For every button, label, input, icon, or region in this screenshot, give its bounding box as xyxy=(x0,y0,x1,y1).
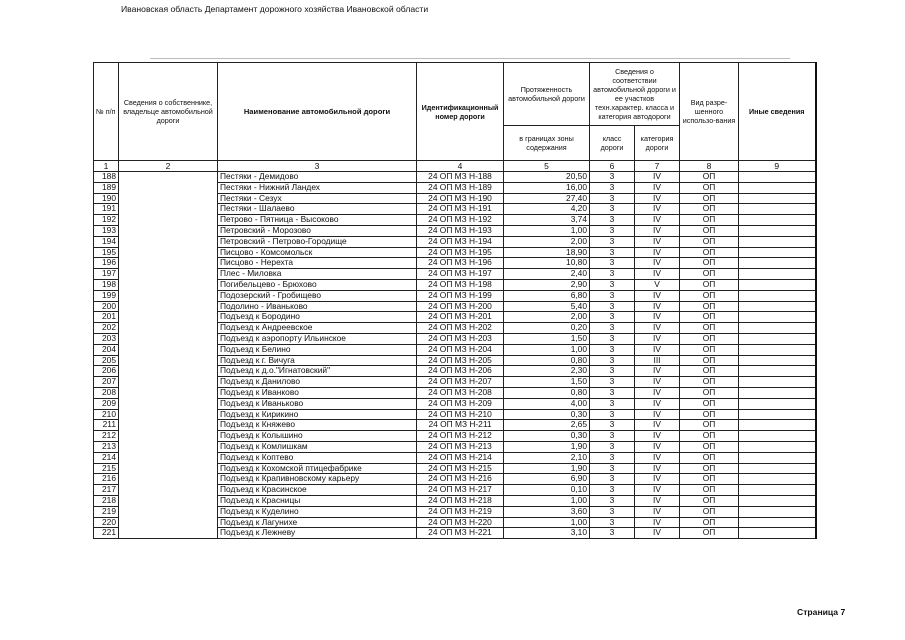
permitted-use: ОП xyxy=(680,204,739,215)
road-length: 2,00 xyxy=(504,312,590,323)
row-number: 211 xyxy=(94,420,119,431)
road-class: 3 xyxy=(590,506,635,517)
other-info xyxy=(739,506,816,517)
road-class: 3 xyxy=(590,474,635,485)
road-category: IV xyxy=(635,333,680,344)
road-name: Пестяки - Сезух xyxy=(218,193,417,204)
road-class: 3 xyxy=(590,204,635,215)
other-info xyxy=(739,204,816,215)
row-number: 209 xyxy=(94,398,119,409)
road-class: 3 xyxy=(590,333,635,344)
road-category: IV xyxy=(635,182,680,193)
row-number: 197 xyxy=(94,269,119,280)
road-id: 24 ОП МЗ Н-192 xyxy=(417,215,504,226)
road-name: Подъезд к Коптево xyxy=(218,452,417,463)
other-info xyxy=(739,420,816,431)
road-class: 3 xyxy=(590,279,635,290)
road-id: 24 ОП МЗ Н-211 xyxy=(417,420,504,431)
road-name: Подъезд к Куделино xyxy=(218,506,417,517)
road-length: 2,40 xyxy=(504,269,590,280)
road-class: 3 xyxy=(590,236,635,247)
road-id: 24 ОП МЗ Н-201 xyxy=(417,312,504,323)
other-info xyxy=(739,247,816,258)
column-number-row xyxy=(94,161,816,172)
header-category: категория дороги xyxy=(635,126,680,161)
roads-table xyxy=(93,4,817,539)
table-row xyxy=(94,172,816,183)
road-id: 24 ОП МЗ Н-191 xyxy=(417,204,504,215)
row-number: 192 xyxy=(94,215,119,226)
permitted-use: ОП xyxy=(680,463,739,474)
road-id: 24 ОП МЗ Н-200 xyxy=(417,301,504,312)
road-id: 24 ОП МЗ Н-212 xyxy=(417,431,504,442)
road-length: 1,00 xyxy=(504,495,590,506)
permitted-use: ОП xyxy=(680,495,739,506)
road-name: Подъезд к Белино xyxy=(218,344,417,355)
road-name: Подозерский - Гробищево xyxy=(218,290,417,301)
road-length: 27,40 xyxy=(504,193,590,204)
permitted-use: ОП xyxy=(680,182,739,193)
road-category: IV xyxy=(635,236,680,247)
other-info xyxy=(739,474,816,485)
road-id: 24 ОП МЗ Н-193 xyxy=(417,225,504,236)
permitted-use: ОП xyxy=(680,355,739,366)
road-id: 24 ОП МЗ Н-214 xyxy=(417,452,504,463)
road-length: 6,90 xyxy=(504,474,590,485)
road-id: 24 ОП МЗ Н-189 xyxy=(417,182,504,193)
road-id: 24 ОП МЗ Н-209 xyxy=(417,398,504,409)
road-id: 24 ОП МЗ Н-199 xyxy=(417,290,504,301)
header-num: № п/п xyxy=(94,63,119,161)
owner-text: Ивановская область Департамент дорожного хозяйства Ивановской области xyxy=(121,4,429,14)
other-info xyxy=(739,182,816,193)
permitted-use: ОП xyxy=(680,301,739,312)
road-name: Пестяки - Нижний Ландех xyxy=(218,182,417,193)
row-number: 203 xyxy=(94,333,119,344)
road-category: IV xyxy=(635,441,680,452)
road-category: IV xyxy=(635,323,680,334)
permitted-use: ОП xyxy=(680,193,739,204)
road-class: 3 xyxy=(590,366,635,377)
road-class: 3 xyxy=(590,441,635,452)
row-number: 204 xyxy=(94,344,119,355)
road-id: 24 ОП МЗ Н-221 xyxy=(417,528,504,539)
road-length: 18,90 xyxy=(504,247,590,258)
road-category: IV xyxy=(635,452,680,463)
road-name: Подъезд к Кохомской птицефабрике xyxy=(218,463,417,474)
row-number: 188 xyxy=(94,172,119,183)
road-class: 3 xyxy=(590,431,635,442)
header-row xyxy=(94,63,816,126)
road-class: 3 xyxy=(590,485,635,496)
road-id: 24 ОП МЗ Н-195 xyxy=(417,247,504,258)
road-class: 3 xyxy=(590,398,635,409)
permitted-use: ОП xyxy=(680,431,739,442)
road-name: Подъезд к Иваньково xyxy=(218,398,417,409)
row-number: 195 xyxy=(94,247,119,258)
road-category: IV xyxy=(635,172,680,183)
other-info xyxy=(739,387,816,398)
road-id: 24 ОП МЗ Н-203 xyxy=(417,333,504,344)
road-length: 1,50 xyxy=(504,333,590,344)
row-number: 216 xyxy=(94,474,119,485)
road-name: Петрово - Пятница - Высоково xyxy=(218,215,417,226)
other-info xyxy=(739,258,816,269)
permitted-use: ОП xyxy=(680,452,739,463)
row-number: 210 xyxy=(94,409,119,420)
road-id: 24 ОП МЗ Н-207 xyxy=(417,377,504,388)
road-length: 0,10 xyxy=(504,485,590,496)
row-number: 218 xyxy=(94,495,119,506)
road-category: IV xyxy=(635,366,680,377)
road-length: 20,50 xyxy=(504,172,590,183)
row-number: 217 xyxy=(94,485,119,496)
row-number: 190 xyxy=(94,193,119,204)
road-class: 3 xyxy=(590,387,635,398)
road-category: IV xyxy=(635,398,680,409)
other-info xyxy=(739,301,816,312)
other-info xyxy=(739,172,816,183)
road-name: Пестяки - Демидово xyxy=(218,172,417,183)
other-info xyxy=(739,279,816,290)
road-id: 24 ОП МЗ Н-205 xyxy=(417,355,504,366)
row-number: 194 xyxy=(94,236,119,247)
road-name: Подъезд к Иванково xyxy=(218,387,417,398)
road-length: 1,00 xyxy=(504,517,590,528)
road-category: IV xyxy=(635,463,680,474)
column-number: 4 xyxy=(417,161,504,172)
row-number: 191 xyxy=(94,204,119,215)
road-name: Подолино - Иваньково xyxy=(218,301,417,312)
road-class: 3 xyxy=(590,215,635,226)
road-class: 3 xyxy=(590,182,635,193)
road-category: IV xyxy=(635,225,680,236)
header-permitted-use: Вид разре-шенного использо-вания xyxy=(680,63,739,161)
road-class: 3 xyxy=(590,528,635,539)
road-category: IV xyxy=(635,528,680,539)
other-info xyxy=(739,495,816,506)
permitted-use: ОП xyxy=(680,290,739,301)
row-number: 189 xyxy=(94,182,119,193)
other-info xyxy=(739,355,816,366)
other-info xyxy=(739,528,816,539)
other-info xyxy=(739,225,816,236)
road-length: 1,00 xyxy=(504,225,590,236)
road-name: Подъезд к Данилово xyxy=(218,377,417,388)
header-length: Протяженность автомобильной дороги xyxy=(504,63,590,126)
other-info xyxy=(739,485,816,496)
permitted-use: ОП xyxy=(680,215,739,226)
road-name: Подъезд к Крапивновскому карьеру xyxy=(218,474,417,485)
other-info xyxy=(739,366,816,377)
road-class: 3 xyxy=(590,344,635,355)
header-class: класс дороги xyxy=(590,126,635,161)
permitted-use: ОП xyxy=(680,258,739,269)
permitted-use: ОП xyxy=(680,172,739,183)
road-name: Погибельцево - Брюхово xyxy=(218,279,417,290)
road-class: 3 xyxy=(590,409,635,420)
permitted-use: ОП xyxy=(680,366,739,377)
road-category: IV xyxy=(635,258,680,269)
permitted-use: ОП xyxy=(680,441,739,452)
permitted-use: ОП xyxy=(680,312,739,323)
permitted-use: ОП xyxy=(680,409,739,420)
row-number: 207 xyxy=(94,377,119,388)
road-name: Писцово - Комсомольск xyxy=(218,247,417,258)
road-class: 3 xyxy=(590,225,635,236)
road-name: Подъезд к Бородино xyxy=(218,312,417,323)
road-length: 1,00 xyxy=(504,344,590,355)
road-name: Подъезд к аэропорту Ильинское xyxy=(218,333,417,344)
road-name: Плес - Миловка xyxy=(218,269,417,280)
permitted-use: ОП xyxy=(680,344,739,355)
column-number: 7 xyxy=(635,161,680,172)
road-id: 24 ОП МЗ Н-219 xyxy=(417,506,504,517)
road-category: IV xyxy=(635,420,680,431)
road-id: 24 ОП МЗ Н-194 xyxy=(417,236,504,247)
other-info xyxy=(739,431,816,442)
road-id: 24 ОП МЗ Н-202 xyxy=(417,323,504,334)
permitted-use: ОП xyxy=(680,517,739,528)
road-class: 3 xyxy=(590,495,635,506)
road-length: 2,65 xyxy=(504,420,590,431)
road-id: 24 ОП МЗ Н-197 xyxy=(417,269,504,280)
header-compliance: Сведения о соответствии автомобильной дороги и ее участков техн.характер. класса и категория автодороги xyxy=(590,63,680,126)
road-category: IV xyxy=(635,247,680,258)
road-name: Петровский - Петрово-Городище xyxy=(218,236,417,247)
road-category: IV xyxy=(635,204,680,215)
column-number: 8 xyxy=(680,161,739,172)
road-category: IV xyxy=(635,495,680,506)
road-id: 24 ОП МЗ Н-217 xyxy=(417,485,504,496)
road-length: 3,10 xyxy=(504,528,590,539)
permitted-use: ОП xyxy=(680,485,739,496)
permitted-use: ОП xyxy=(680,474,739,485)
header-other: Иные сведения xyxy=(739,63,816,161)
road-category: IV xyxy=(635,485,680,496)
road-length: 3,74 xyxy=(504,215,590,226)
other-info xyxy=(739,517,816,528)
road-id: 24 ОП МЗ Н-196 xyxy=(417,258,504,269)
row-number: 200 xyxy=(94,301,119,312)
road-name: Подъезд к Красницы xyxy=(218,495,417,506)
other-info xyxy=(739,409,816,420)
permitted-use: ОП xyxy=(680,225,739,236)
road-category: IV xyxy=(635,377,680,388)
row-number: 215 xyxy=(94,463,119,474)
road-class: 3 xyxy=(590,463,635,474)
road-category: IV xyxy=(635,269,680,280)
road-name: Подъезд к Колышино xyxy=(218,431,417,442)
row-number: 212 xyxy=(94,431,119,442)
road-class: 3 xyxy=(590,420,635,431)
road-length: 1,90 xyxy=(504,463,590,474)
road-length: 4,00 xyxy=(504,398,590,409)
other-info xyxy=(739,452,816,463)
row-number: 219 xyxy=(94,506,119,517)
road-class: 3 xyxy=(590,452,635,463)
road-category: IV xyxy=(635,409,680,420)
road-class: 3 xyxy=(590,355,635,366)
permitted-use: ОП xyxy=(680,323,739,334)
permitted-use: ОП xyxy=(680,420,739,431)
road-category: IV xyxy=(635,387,680,398)
row-number: 221 xyxy=(94,528,119,539)
other-info xyxy=(739,333,816,344)
road-id: 24 ОП МЗ Н-213 xyxy=(417,441,504,452)
road-id: 24 ОП МЗ Н-215 xyxy=(417,463,504,474)
row-number: 201 xyxy=(94,312,119,323)
road-length: 0,80 xyxy=(504,355,590,366)
row-number: 199 xyxy=(94,290,119,301)
column-number: 6 xyxy=(590,161,635,172)
road-length: 3,60 xyxy=(504,506,590,517)
road-name: Подъезд к Андреевское xyxy=(218,323,417,334)
road-id: 24 ОП МЗ Н-218 xyxy=(417,495,504,506)
permitted-use: ОП xyxy=(680,279,739,290)
road-length: 10,80 xyxy=(504,258,590,269)
header-road-id: Идентификационный номер дороги xyxy=(417,63,504,161)
permitted-use: ОП xyxy=(680,398,739,409)
road-name: Пестяки - Шалаево xyxy=(218,204,417,215)
other-info xyxy=(739,236,816,247)
road-length: 0,80 xyxy=(504,387,590,398)
road-category: IV xyxy=(635,474,680,485)
other-info xyxy=(739,441,816,452)
other-info xyxy=(739,193,816,204)
road-name: Подъезд к г. Вичуга xyxy=(218,355,417,366)
road-class: 3 xyxy=(590,193,635,204)
road-id: 24 ОП МЗ Н-204 xyxy=(417,344,504,355)
road-length: 0,20 xyxy=(504,323,590,334)
road-length: 2,30 xyxy=(504,366,590,377)
permitted-use: ОП xyxy=(680,387,739,398)
road-length: 1,50 xyxy=(504,377,590,388)
road-name: Подъезд к Лагунихе xyxy=(218,517,417,528)
road-length: 5,40 xyxy=(504,301,590,312)
road-id: 24 ОП МЗ Н-198 xyxy=(417,279,504,290)
road-id: 24 ОП МЗ Н-208 xyxy=(417,387,504,398)
road-category: IV xyxy=(635,344,680,355)
road-name: Подъезд к Комлишкам xyxy=(218,441,417,452)
other-info xyxy=(739,290,816,301)
other-info xyxy=(739,215,816,226)
road-length: 4,20 xyxy=(504,204,590,215)
row-number: 220 xyxy=(94,517,119,528)
road-length: 0,30 xyxy=(504,409,590,420)
road-name: Подъезд к д.о."Игнатовский" xyxy=(218,366,417,377)
road-class: 3 xyxy=(590,301,635,312)
header-road-name: Наименование автомобильной дороги xyxy=(218,63,417,161)
road-category: IV xyxy=(635,215,680,226)
road-id: 24 ОП МЗ Н-188 xyxy=(417,172,504,183)
road-id: 24 ОП МЗ Н-210 xyxy=(417,409,504,420)
road-length: 6,80 xyxy=(504,290,590,301)
road-category: V xyxy=(635,279,680,290)
road-length: 0,30 xyxy=(504,431,590,442)
road-category: IV xyxy=(635,312,680,323)
road-name: Писцово - Нерехта xyxy=(218,258,417,269)
road-length: 2,10 xyxy=(504,452,590,463)
permitted-use: ОП xyxy=(680,236,739,247)
header-owner: Сведения о собственнике, владельце автомобильной дороги xyxy=(119,63,218,161)
column-number: 2 xyxy=(119,161,218,172)
road-class: 3 xyxy=(590,312,635,323)
page-number: Страница 7 xyxy=(797,607,846,617)
road-category: IV xyxy=(635,431,680,442)
row-number: 213 xyxy=(94,441,119,452)
other-info xyxy=(739,269,816,280)
permitted-use: ОП xyxy=(680,528,739,539)
row-number: 205 xyxy=(94,355,119,366)
road-class: 3 xyxy=(590,290,635,301)
permitted-use: ОП xyxy=(680,506,739,517)
road-name: Подъезд к Кирикино xyxy=(218,409,417,420)
road-class: 3 xyxy=(590,269,635,280)
road-length: 1,90 xyxy=(504,441,590,452)
road-category: IV xyxy=(635,301,680,312)
road-class: 3 xyxy=(590,172,635,183)
other-info xyxy=(739,312,816,323)
row-number: 208 xyxy=(94,387,119,398)
other-info xyxy=(739,463,816,474)
row-number: 196 xyxy=(94,258,119,269)
row-number: 198 xyxy=(94,279,119,290)
road-name: Петровский - Морозово xyxy=(218,225,417,236)
column-number: 9 xyxy=(739,161,816,172)
road-length: 2,00 xyxy=(504,236,590,247)
road-name: Подъезд к Княжево xyxy=(218,420,417,431)
road-name: Подъезд к Красинское xyxy=(218,485,417,496)
road-name: Подъезд к Лежневу xyxy=(218,528,417,539)
road-id: 24 ОП МЗ Н-220 xyxy=(417,517,504,528)
other-info xyxy=(739,323,816,334)
other-info xyxy=(739,344,816,355)
road-class: 3 xyxy=(590,258,635,269)
row-number: 206 xyxy=(94,366,119,377)
permitted-use: ОП xyxy=(680,247,739,258)
road-id: 24 ОП МЗ Н-206 xyxy=(417,366,504,377)
row-number: 193 xyxy=(94,225,119,236)
road-class: 3 xyxy=(590,247,635,258)
permitted-use: ОП xyxy=(680,269,739,280)
road-category: IV xyxy=(635,506,680,517)
road-category: IV xyxy=(635,193,680,204)
road-category: III xyxy=(635,355,680,366)
scan-artifact-line xyxy=(150,58,790,59)
row-number: 202 xyxy=(94,323,119,334)
road-category: IV xyxy=(635,290,680,301)
road-class: 3 xyxy=(590,323,635,334)
column-number: 1 xyxy=(94,161,119,172)
other-info xyxy=(739,377,816,388)
header-length-sub: в границах зоны содержания xyxy=(504,126,590,161)
column-number: 3 xyxy=(218,161,417,172)
other-info xyxy=(739,398,816,409)
road-category: IV xyxy=(635,517,680,528)
column-number: 5 xyxy=(504,161,590,172)
permitted-use: ОП xyxy=(680,333,739,344)
road-length: 16,00 xyxy=(504,182,590,193)
road-length: 2,90 xyxy=(504,279,590,290)
road-id: 24 ОП МЗ Н-190 xyxy=(417,193,504,204)
road-class: 3 xyxy=(590,377,635,388)
permitted-use: ОП xyxy=(680,377,739,388)
road-class: 3 xyxy=(590,517,635,528)
road-id: 24 ОП МЗ Н-216 xyxy=(417,474,504,485)
row-number: 214 xyxy=(94,452,119,463)
